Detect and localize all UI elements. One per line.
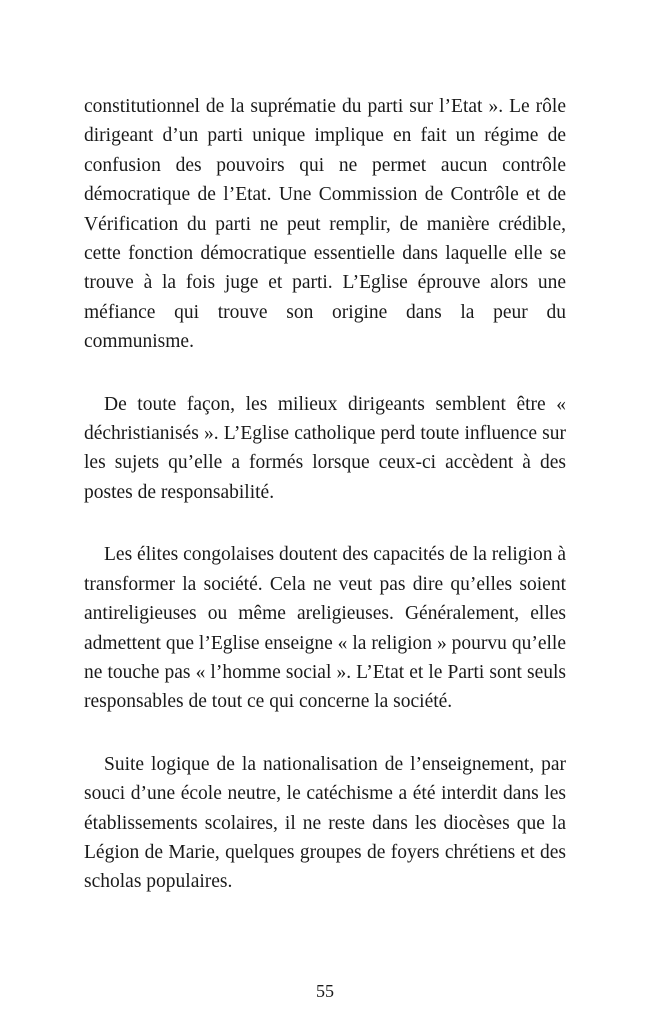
paragraph-1: constitutionnel de la suprématie du parti sur l’Etat ». Le rôle dirigeant d’un parti unique implique en fait un régime de confusion des pouvoirs qui ne permet aucun contrôle démocratique de l’Etat. Une Commission de Contrôle et de Vérification du parti ne peut remplir, de manière crédible, cette fonction démocratique essentielle dans laquelle elle se trouve à la fois juge et parti. L’Eglise éprouve alors une méfiance qui trouve son origine dans la peur du communisme. (84, 96, 566, 353)
paragraph-3: Les élites congolaises doutent des capacités de la religion à transformer la société. Cela ne veut pas dire qu’elles soient antireligieuses ou même areligieuses. Généralement, elles admettent que l’Eglise enseigne « la religion » pourvu qu’elle ne touche pas « l’homme social ». L’Etat et le Parti sont seuls responsables de tout ce qui concerne la société. (84, 544, 566, 713)
paragraph-2: De toute façon, les milieux dirigeants semblent être « déchristianisés ». L’Eglise catholique perd toute influence sur les sujets qu’elle a formés lorsque ceux-ci accèdent à des postes de responsabilité. (84, 393, 566, 503)
paragraph-4: Suite logique de la nationalisation de l’enseignement, par souci d’une école neutre, le catéchisme a été interdit dans les établissements scolaires, il ne reste dans les diocèses que la Légion de Marie, quelques groupes de foyers chrétiens et des scholas populaires. (84, 753, 566, 893)
page-body (84, 92, 566, 930)
page-number: 55 (316, 981, 334, 1001)
